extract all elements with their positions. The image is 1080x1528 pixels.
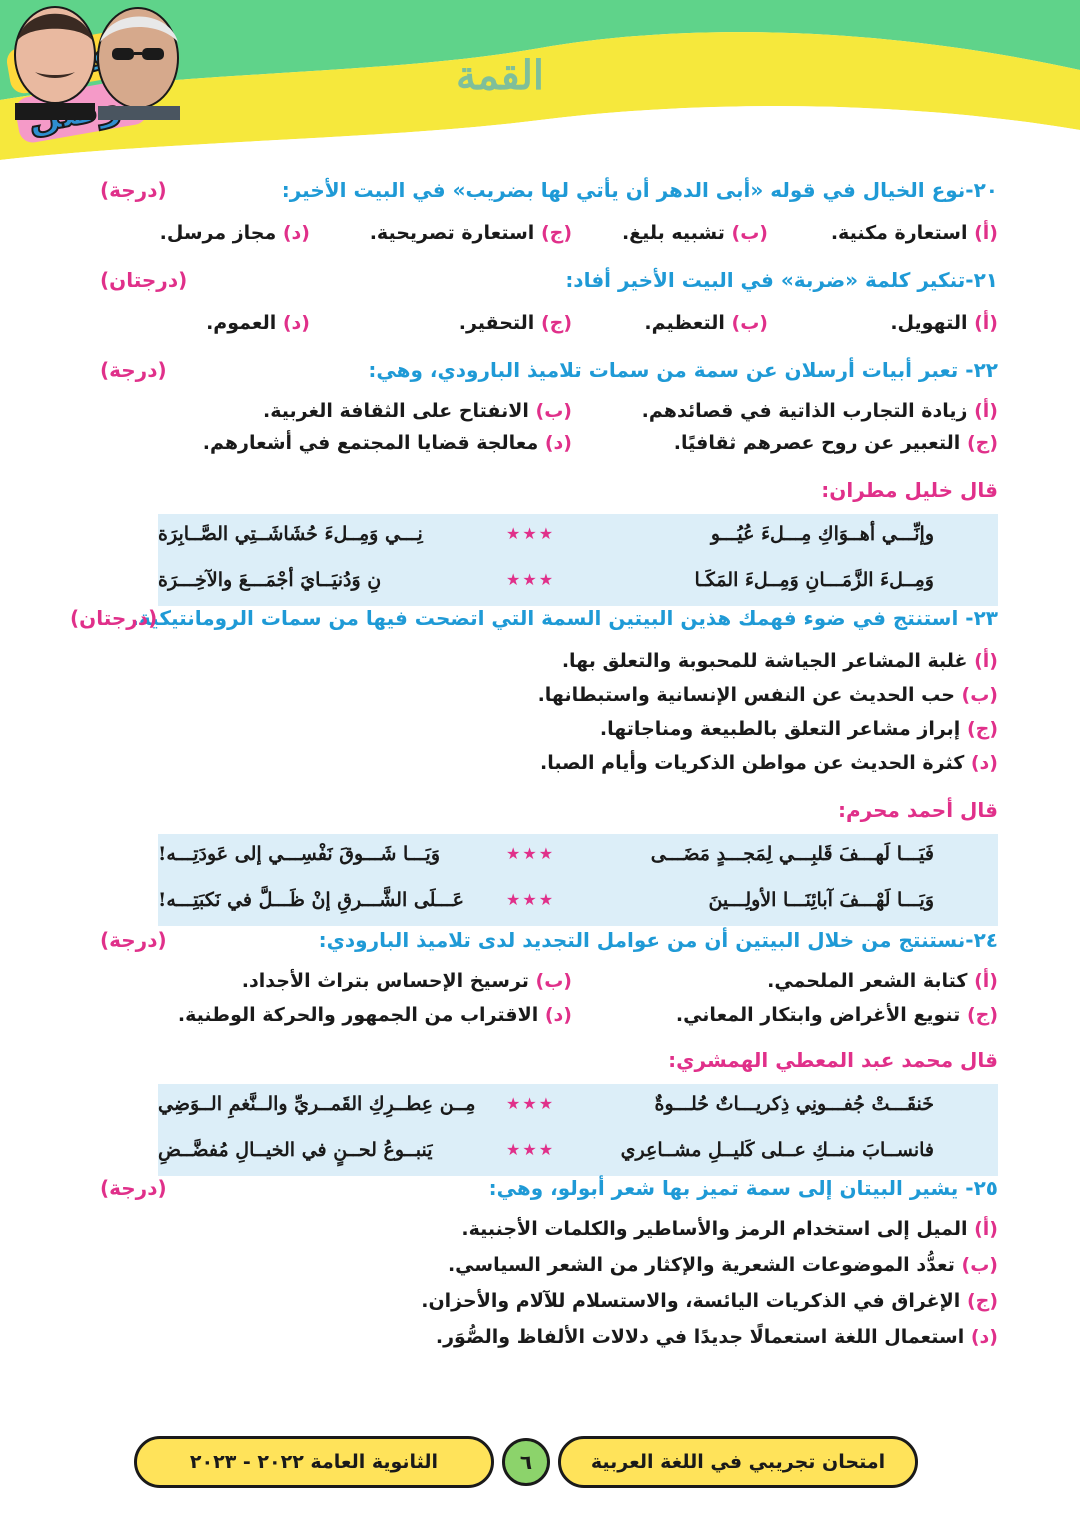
question-22-mark: (درجة): [100, 358, 167, 382]
q20-option-a: (أ) استعارة مكنية.: [830, 222, 998, 244]
poets-portraits: [0, 0, 190, 120]
question-20: [100, 178, 998, 212]
q24-option-b: (ب) ترسيخ الإحساس بتراث الأجداد.: [241, 970, 572, 992]
question-20-mark: (درجة): [100, 178, 167, 202]
q24-option-c: (ج) تنويع الأغراض وابتكار المعاني.: [675, 1004, 998, 1026]
question-21-text: ٢١-تنكير كلمة «ضربة» في البيت الأخير أفاد:: [565, 268, 998, 292]
verse-separator: ★★★: [506, 1094, 556, 1113]
question-25: [100, 1176, 998, 1210]
question-23-text: ٢٣- استنتج في ضوء فهمك هذين البيتين السمة التي اتضحت فيها من سمات الرومانتيكية.: [131, 606, 998, 630]
q24-option-d: (د) الاقتراب من الجمهور والحركة الوطنية.: [177, 1004, 572, 1026]
q23-option-d: (د) كثرة الحديث عن مواطن الذكريات وأيام الصبا.: [540, 752, 998, 774]
poem-3-verse-1: خَنقَـــتْ جُفـــونِي ذِكريـــاتٌ حُلـــوةٌ ★★★ مِــن عِطــرِكِ القَمــريِّ والــنَّغمِ الــوَضِي: [158, 1093, 934, 1115]
q25-option-b: (ب) تعدُّد الموضوعات الشعرية والإكثار من الشعر السياسي.: [447, 1254, 998, 1276]
q21-option-b: (ب) التعظيم.: [644, 312, 768, 334]
q25-option-a: (أ) الميل إلى استخدام الرمز والأساطير والكلمات الأجنبية.: [461, 1218, 998, 1240]
brand-logo: القمة: [455, 52, 545, 99]
poem-2-verse-2: وَيَـــا لَهْـــفَ آبائِنَـــا الأولِـــينَ ★★★ عَـــلَى الشَّـــرقِ إنْ ظَـــلَّ في نَكبَتِـــه!: [158, 889, 934, 911]
q23-option-a: (أ) غلبة المشاعر الجياشة للمحبوبة والتعلق بها.: [561, 650, 998, 672]
question-23: [70, 606, 998, 640]
q21-option-c: (ج) التحقير.: [458, 312, 572, 334]
question-22-text: ٢٢- تعبر أبيات أرسلان عن سمة من سمات تلاميذ البارودي، وهي:: [368, 358, 998, 382]
question-22: [100, 358, 998, 392]
q22-option-c: (ج) التعبير عن روح عصرهم ثقافيًا.: [673, 432, 998, 454]
q25-option-c: (ج) الإغراق في الذكريات اليائسة، والاستسلام للآلام والأحزان.: [421, 1290, 998, 1312]
q22-option-a: (أ) زيادة التجارب الذاتية في قصائدهم.: [641, 400, 998, 422]
question-24: [100, 928, 998, 962]
question-24-text: ٢٤-نستنتج من خلال البيتين أن من عوامل التجديد لدى تلاميذ البارودي:: [318, 928, 998, 952]
footer-exam-title: امتحان تجريبي في اللغة العربية: [558, 1436, 918, 1488]
verse-separator: ★★★: [506, 1140, 556, 1159]
question-23-mark: (درجتان): [70, 606, 158, 630]
q23-option-c: (ج) إبراز مشاعر التعلق بالطبيعة ومناجاتها.: [599, 718, 998, 740]
footer-year: الثانوية العامة ٢٠٢٢ - ٢٠٢٣: [134, 1436, 494, 1488]
verse-separator: ★★★: [506, 844, 556, 863]
page-footer: [134, 1436, 918, 1488]
question-21-mark: (درجتان): [100, 268, 188, 292]
q20-option-b: (ب) تشبيه بليغ.: [621, 222, 768, 244]
question-25-mark: (درجة): [100, 1176, 167, 1200]
poem-2-verse-1: فَيَـــا لَهـــفَ قَلبِـــي لِمَجـــدٍ مَضَـــى ★★★ وَيَـــا شَـــوقَ نَفْسِـــي إلى عَودَتِـــه!: [158, 843, 934, 865]
poem-2-title: قال أحمد محرم:: [837, 798, 998, 822]
question-24-mark: (درجة): [100, 928, 167, 952]
question-25-text: ٢٥- يشير البيتان إلى سمة تميز بها شعر أبولو، وهي:: [488, 1176, 998, 1200]
q23-option-b: (ب) حب الحديث عن النفس الإنسانية واستبطانها.: [537, 684, 998, 706]
q24-option-a: (أ) كتابة الشعر الملحمي.: [767, 970, 998, 992]
poem-1-verse-1: وإنِّـــي أهــوَاكِ مِـــلءَ عُيُـــو ★★★ نِـــي وَمِــلءَ حُشَاشَــتِي الصَّــابِرَة: [158, 523, 934, 545]
q20-option-c: (ج) استعارة تصريحية.: [369, 222, 572, 244]
poem-1: [158, 514, 998, 606]
q25-option-d: (د) استعمال اللغة استعمالًا جديدًا في دلالات الألفاظ والصُّوَر.: [435, 1326, 998, 1348]
verse-separator: ★★★: [506, 524, 556, 543]
q21-option-a: (أ) التهويل.: [890, 312, 998, 334]
verse-separator: ★★★: [506, 570, 556, 589]
question-20-text: ٢٠-نوع الخيال في قوله «أبى الدهر أن يأتي لها بضريب» في البيت الأخير:: [281, 178, 998, 202]
poem-3-verse-2: فانســابَ منــكِ عــلى كَليــلِ مشــاعِري ★★★ يَنبــوعُ لحــنٍ في الخيــالِ مُفضَّــضِ: [158, 1139, 934, 1161]
poem-3-title: قال محمد عبد المعطي الهمشري:: [668, 1048, 998, 1072]
q20-option-d: (د) مجاز مرسل.: [159, 222, 310, 244]
poem-1-title: قال خليل مطران:: [821, 478, 998, 502]
question-21: [100, 268, 998, 302]
q22-option-d: (د) معالجة قضايا المجتمع في أشعارهم.: [202, 432, 572, 454]
page-number: ٦: [502, 1438, 550, 1486]
poem-2: [158, 834, 998, 926]
verse-separator: ★★★: [506, 890, 556, 909]
q22-option-b: (ب) الانفتاح على الثقافة الغربية.: [263, 400, 572, 422]
q21-option-d: (د) العموم.: [206, 312, 310, 334]
poem-3: [158, 1084, 998, 1176]
page-header: [0, 0, 1080, 170]
poem-1-verse-2: وَمِــلءَ الزَّمَـــانِ وَمِــلءَ المَكَـا ★★★ نِ وَدُنيَــايَ أجْمَـــعَ والآخِـــرَة: [158, 569, 934, 591]
